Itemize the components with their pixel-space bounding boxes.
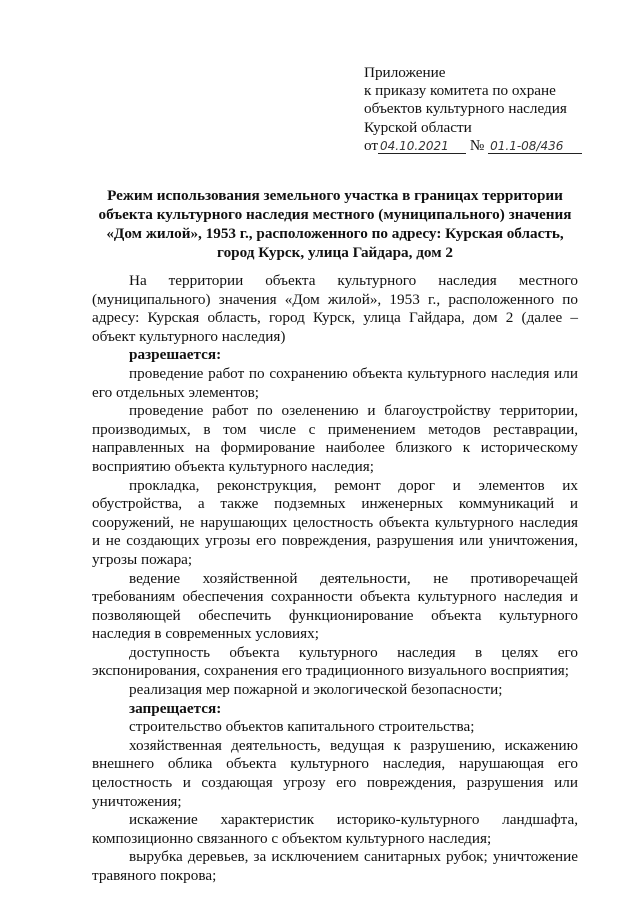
intro-paragraph: На территории объекта культурного наследия местного (муниципального) значения «Дом жилой», 1953 г., расположенного по адресу: Курская область, город Курск, улица Гайдара, дом 2 (далее – объект культурного наследия) [92,272,578,345]
allowed-item: доступность объекта культурного наследия в целях его экспонирования, сохранения его традиционного визуального восприятия; [92,643,578,680]
annex-block [364,64,614,155]
forbidden-item: искажение характеристик историко-культурного ландшафта, композиционно связанного с объектом культурного наследия; [92,811,578,847]
title-line: объекта культурного наследия местного (муниципального) значения [98,206,572,223]
annex-line: Курской области [364,118,472,136]
document-title [92,186,578,262]
allowed-item: ведение хозяйственной деятельности, не противоречащей требованиям обеспечения сохранности объекта культурного наследия и позволяющей обеспечить функционирование объекта культурного наследия в современных условиях; [92,569,578,643]
annex-line: объектов культурного наследия [364,100,567,118]
forbidden-item: хозяйственная деятельность, ведущая к разрушению, искажению внешнего облика объекта культурного наследия, нарушающая его целостность и создающая угрозу его повреждения, разрушения или уничтожения; [92,736,578,810]
date-prefix: от [364,136,379,154]
number-prefix: № [469,136,485,154]
forbidden-item: строительство объектов капитального строительства; [129,718,475,736]
forbidden-item: вырубка деревьев, за исключением санитарных рубок; уничтожение травяного покрова; [92,848,578,884]
annex-date-number-line [364,137,614,155]
annex-line: Приложение [364,64,446,81]
forbidden-heading: запрещается: [129,699,222,717]
allowed-heading: разрешается: [129,346,222,364]
title-line: Режим использования земельного участка в границах территории [107,187,563,204]
document-body [92,272,578,886]
allowed-item: проведение работ по сохранению объекта культурного наследия или его отдельных элементов; [92,364,578,401]
handwritten-date: 04.10.2021 [378,139,466,154]
allowed-item: реализация мер пожарной и экологической безопасности; [129,681,503,699]
title-line: «Дом жилой», 1953 г., расположенного по адресу: Курская область, [106,225,564,242]
title-line: город Курск, улица Гайдара, дом 2 [217,244,453,261]
allowed-item: прокладка, реконструкция, ремонт дорог и элементов их обустройства, а также подземных инженерных коммуникаций и сооружений, не нарушающих целостность объекта культурного наследия и не создающих угрозы его повреждения, разрушения или уничтожения, угрозы пожара; [92,476,578,568]
handwritten-number: 01.1-08/436 [488,139,582,154]
annex-line: к приказу комитета по охране [364,82,556,100]
allowed-item: проведение работ по озеленению и благоустройству территории, производимых, в том числе с применением методов реставрации, направленных на формирование наиболее близкого к историческому восприятию объекта культурного наследия; [92,402,578,475]
